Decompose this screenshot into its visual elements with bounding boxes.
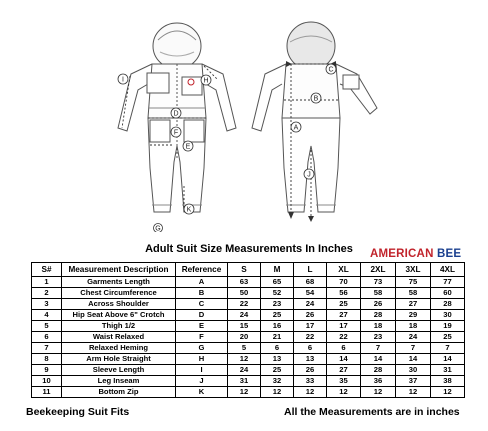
table-cell: 38	[431, 376, 465, 387]
table-header-row	[32, 263, 465, 277]
table-cell: 12	[431, 387, 465, 398]
column-header: M	[261, 263, 294, 277]
table-cell: Sleeve Length	[62, 365, 176, 376]
table-cell: 24	[294, 299, 327, 310]
table-cell: 26	[294, 365, 327, 376]
table-cell: 11	[32, 387, 62, 398]
table-row	[32, 310, 465, 321]
table-cell: 1	[32, 277, 62, 288]
table-cell: Bottom Zip	[62, 387, 176, 398]
label-g: G	[155, 225, 161, 232]
table-cell: 29	[396, 310, 431, 321]
table-row	[32, 387, 465, 398]
table-cell: 18	[361, 321, 396, 332]
table-cell: 52	[261, 288, 294, 299]
table-cell: 12	[361, 387, 396, 398]
table-cell: 13	[261, 354, 294, 365]
table-cell: Waist Relaxed	[62, 332, 176, 343]
table-cell: H	[176, 354, 228, 365]
table-cell: 9	[32, 365, 62, 376]
label-e: E	[185, 143, 191, 151]
column-header: 4XL	[431, 263, 465, 277]
column-header: XL	[327, 263, 361, 277]
table-cell: C	[176, 299, 228, 310]
table-cell: 23	[261, 299, 294, 310]
table-cell: 5	[32, 321, 62, 332]
label-j: J	[307, 171, 311, 179]
table-cell: F	[176, 332, 228, 343]
table-cell: 21	[261, 332, 294, 343]
table-cell: 25	[431, 332, 465, 343]
table-cell: B	[176, 288, 228, 299]
column-header: L	[294, 263, 327, 277]
table-row	[32, 376, 465, 387]
table-body	[32, 277, 465, 398]
table-row	[32, 343, 465, 354]
table-cell: 28	[361, 365, 396, 376]
table-cell: 14	[361, 354, 396, 365]
column-header: Measurement Description	[62, 263, 176, 277]
table-cell: 31	[228, 376, 261, 387]
table-cell: J	[176, 376, 228, 387]
table-cell: 30	[396, 365, 431, 376]
table-cell: 37	[396, 376, 431, 387]
table-cell: 12	[261, 387, 294, 398]
table-cell: 56	[327, 288, 361, 299]
table-cell: 35	[327, 376, 361, 387]
table-cell: 27	[327, 310, 361, 321]
label-b: B	[313, 95, 319, 103]
table-cell: 68	[294, 277, 327, 288]
table-cell: 26	[361, 299, 396, 310]
table-cell: 18	[396, 321, 431, 332]
table-cell: 75	[396, 277, 431, 288]
table-cell: 31	[431, 365, 465, 376]
table-cell: 22	[294, 332, 327, 343]
table-cell: 19	[431, 321, 465, 332]
table-cell: 27	[327, 365, 361, 376]
brand-part-1: AMERICAN	[370, 248, 434, 260]
table-cell: 10	[32, 376, 62, 387]
table-cell: 12	[327, 387, 361, 398]
label-k: K	[186, 206, 192, 214]
table-cell: 6	[32, 332, 62, 343]
table-row	[32, 332, 465, 343]
table-cell: 5	[228, 343, 261, 354]
table-cell: 12	[228, 387, 261, 398]
table-cell: Garments Length	[62, 277, 176, 288]
table-cell: 16	[261, 321, 294, 332]
table-cell: Hip Seat Above 6" Crotch	[62, 310, 176, 321]
table-cell: 17	[294, 321, 327, 332]
column-header: 3XL	[396, 263, 431, 277]
table-cell: 28	[431, 299, 465, 310]
table-cell: 54	[294, 288, 327, 299]
table-cell: 36	[361, 376, 396, 387]
table-row	[32, 277, 465, 288]
label-h: H	[203, 77, 209, 85]
brand-part-2: BEE	[436, 248, 462, 260]
table-cell: 73	[361, 277, 396, 288]
table-cell: E	[176, 321, 228, 332]
table-cell: Across Shoulder	[62, 299, 176, 310]
back-suit-drawing	[252, 22, 377, 212]
table-cell: 6	[294, 343, 327, 354]
table-cell: 7	[32, 343, 62, 354]
table-cell: 58	[396, 288, 431, 299]
table-row	[32, 288, 465, 299]
table-row	[32, 354, 465, 365]
table-cell: Chest Circumference	[62, 288, 176, 299]
column-header: 2XL	[361, 263, 396, 277]
brand-logo	[370, 248, 461, 260]
table-cell: 12	[228, 354, 261, 365]
label-a: A	[293, 124, 299, 132]
table-cell: K	[176, 387, 228, 398]
table-cell: 6	[327, 343, 361, 354]
table-cell: 7	[396, 343, 431, 354]
table-cell: 70	[327, 277, 361, 288]
table-cell: 25	[261, 365, 294, 376]
table-cell: 23	[361, 332, 396, 343]
table-cell: 15	[228, 321, 261, 332]
table-cell: Leg Inseam	[62, 376, 176, 387]
table-row	[32, 321, 465, 332]
column-header: S	[228, 263, 261, 277]
table-cell: 20	[228, 332, 261, 343]
table-cell: 4	[32, 310, 62, 321]
table-cell: 7	[431, 343, 465, 354]
table-cell: 12	[396, 387, 431, 398]
table-cell: Thigh 1/2	[62, 321, 176, 332]
table-cell: 2	[32, 288, 62, 299]
label-c: C	[328, 66, 334, 74]
table-row	[32, 299, 465, 310]
table-cell: 8	[32, 354, 62, 365]
label-i: I	[122, 76, 124, 84]
table-cell: Arm Hole Straight	[62, 354, 176, 365]
table-cell: 24	[396, 332, 431, 343]
table-cell: 24	[228, 310, 261, 321]
table-cell: 3	[32, 299, 62, 310]
table-cell: 7	[361, 343, 396, 354]
table-cell: 22	[327, 332, 361, 343]
table-cell: 32	[261, 376, 294, 387]
table-cell: 63	[228, 277, 261, 288]
table-cell: 30	[431, 310, 465, 321]
table-cell: 14	[327, 354, 361, 365]
table-row	[32, 365, 465, 376]
table-cell: 50	[228, 288, 261, 299]
table-cell: 25	[261, 310, 294, 321]
label-d: D	[173, 110, 179, 118]
table-cell: 25	[327, 299, 361, 310]
table-cell: 77	[431, 277, 465, 288]
footer-left-text: Beekeeping Suit Fits	[26, 406, 130, 418]
table-cell: 26	[294, 310, 327, 321]
sheet-title: Adult Suit Size Measurements In Inches	[145, 243, 353, 255]
table-cell: I	[176, 365, 228, 376]
table-cell: G	[176, 343, 228, 354]
column-header: S#	[32, 263, 62, 277]
column-header: Reference	[176, 263, 228, 277]
table-cell: 14	[431, 354, 465, 365]
table-cell: 24	[228, 365, 261, 376]
table-cell: 28	[361, 310, 396, 321]
table-cell: D	[176, 310, 228, 321]
table-cell: 13	[294, 354, 327, 365]
table-cell: 22	[228, 299, 261, 310]
table-cell: 14	[396, 354, 431, 365]
table-cell: 60	[431, 288, 465, 299]
footer-right-text: All the Measurements are in inches	[284, 406, 460, 418]
table-cell: 33	[294, 376, 327, 387]
table-cell: A	[176, 277, 228, 288]
table-cell: 12	[294, 387, 327, 398]
label-f: F	[173, 129, 179, 137]
table-cell: Relaxed Heming	[62, 343, 176, 354]
table-cell: 58	[361, 288, 396, 299]
size-table	[31, 262, 465, 398]
table-cell: 65	[261, 277, 294, 288]
table-cell: 27	[396, 299, 431, 310]
table-cell: 6	[261, 343, 294, 354]
table-cell: 17	[327, 321, 361, 332]
